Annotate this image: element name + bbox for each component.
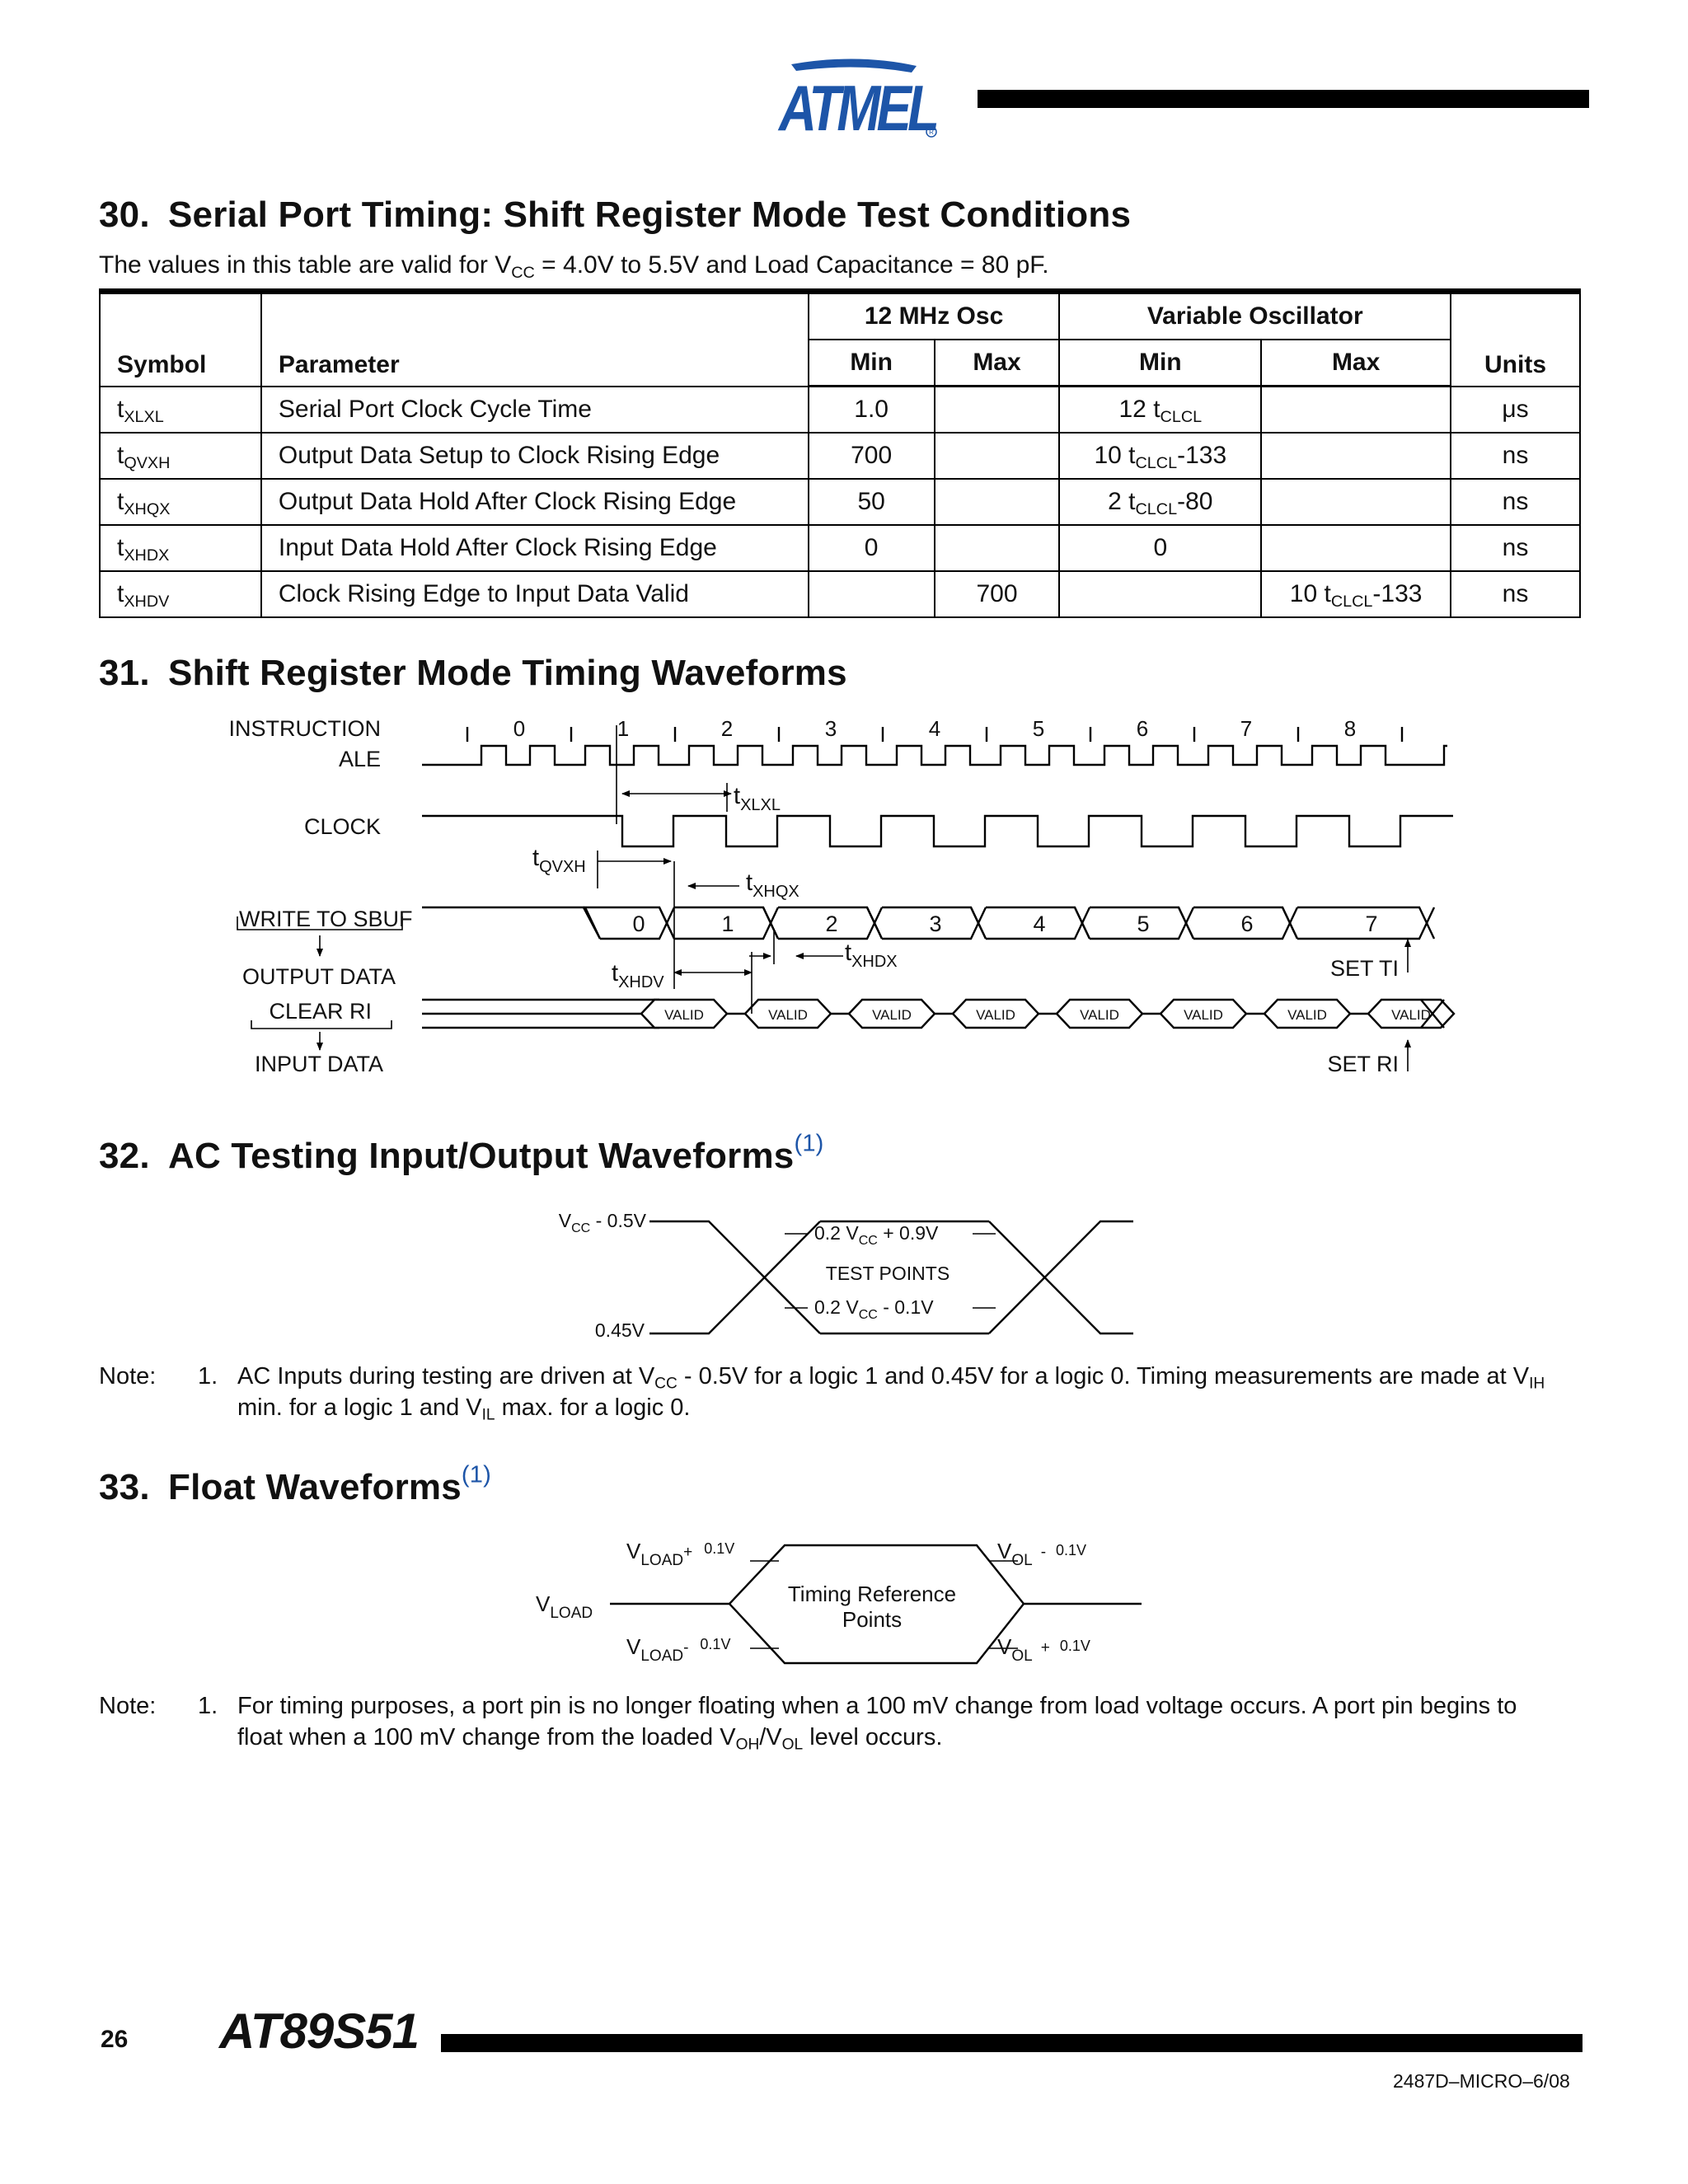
section-33-heading: 33. Float Waveforms$^{(1)}$ xyxy=(99,1461,491,1507)
output-bit-number: 6 xyxy=(1240,912,1254,936)
product-name: AT89S51 xyxy=(219,2004,420,2059)
output-bit-number: 4 xyxy=(1033,912,1046,936)
col-parameter: Parameter xyxy=(261,292,809,387)
valid-label: VALID xyxy=(1080,1007,1119,1023)
instruction-number: 8 xyxy=(1343,716,1357,741)
instruction-number: 6 xyxy=(1136,716,1149,741)
label-txhdx: $t_{XHDX}$ xyxy=(845,940,898,971)
instruction-number: 0 xyxy=(513,716,526,741)
float-vload-plus: $V_{LOAD}^+$ 0.1V xyxy=(626,1539,735,1569)
doc-id: 2487D–MICRO–6/08 xyxy=(1393,2070,1570,2092)
col-min-12: Min xyxy=(809,340,935,387)
label-ale: ALE xyxy=(338,747,381,771)
output-data-bus xyxy=(422,907,1434,939)
svg-text:R: R xyxy=(929,129,934,136)
table-row: $t_{XHDV}$ Clock Rising Edge to Input Data Valid 700 10 $t_{CLCL}-133$ ns xyxy=(100,571,1580,617)
instruction-number: 1 xyxy=(617,716,630,741)
instruction-number: 3 xyxy=(824,716,837,741)
label-txhqx: $t_{XHQX}$ xyxy=(746,869,799,901)
label-tqvxh: $t_{QVXH}$ xyxy=(532,845,586,876)
float-vol-plus: $V_{OL}$ + 0.1V xyxy=(997,1634,1090,1665)
ac-vcc-label: $V_{CC} - 0.5V$ xyxy=(558,1210,646,1235)
instruction-number: 2 xyxy=(720,716,734,741)
valid-label: VALID xyxy=(1184,1007,1223,1023)
float-vol-minus: $V_{OL}$ - 0.1V xyxy=(997,1539,1087,1569)
output-bit-number: 5 xyxy=(1137,912,1150,936)
table-row: $t_{XLXL}$ Serial Port Clock Cycle Time 1.0 12 $t_{CLCL}$ μs xyxy=(100,387,1580,434)
table-row: $t_{XHQX}$ Output Data Hold After Clock Rising Edge 50 2 $t_{CLCL}-80$ ns xyxy=(100,479,1580,525)
label-write-to-sbuf: WRITE TO SBUF xyxy=(239,907,413,931)
ale-waveform xyxy=(422,746,1447,765)
label-txlxl: $t_{XLXL}$ xyxy=(734,783,781,814)
float-vload-minus: $V_{LOAD}^-$ 0.1V xyxy=(626,1634,731,1665)
bus-line xyxy=(422,907,600,939)
col-max-12: Max xyxy=(935,340,1060,387)
table-row: $t_{QVXH}$ Output Data Setup to Clock Rising Edge 700 10 $t_{CLCL}-133$ ns xyxy=(100,433,1580,479)
table-row: $t_{XHDX}$ Input Data Hold After Clock Rising Edge 0 0 ns xyxy=(100,525,1580,571)
ac-low-label: 0.45V xyxy=(594,1319,645,1341)
col-group-variable: Variable Oscillator xyxy=(1059,292,1451,340)
logo-text: ATMEL xyxy=(777,72,937,140)
valid-label: VALID xyxy=(1287,1007,1327,1023)
valid-label: VALID xyxy=(768,1007,808,1023)
ac-testing-waveform xyxy=(528,1203,1154,1352)
col-min-var: Min xyxy=(1059,340,1261,387)
instruction-number: 4 xyxy=(928,716,941,741)
output-bit-number: 7 xyxy=(1365,912,1378,936)
ac-upper-test-level: 0.2 $V_{CC} + 0.9V$ xyxy=(814,1222,939,1248)
col-max-var: Max xyxy=(1261,340,1451,387)
output-bit-number: 1 xyxy=(721,912,734,936)
label-instruction: INSTRUCTION xyxy=(228,716,381,741)
float-vload-label: $V_{LOAD}$ xyxy=(536,1591,593,1622)
output-bit-number: 0 xyxy=(632,912,645,936)
section-31-heading: 31. Shift Register Mode Timing Waveforms xyxy=(99,653,847,693)
valid-label: VALID xyxy=(872,1007,912,1023)
float-waveform xyxy=(528,1533,1154,1681)
label-clear-ri: CLEAR RI xyxy=(269,999,372,1024)
valid-label: VALID xyxy=(664,1007,704,1023)
float-timing-reference: Timing Reference xyxy=(787,1582,957,1606)
label-set-ri: SET RI xyxy=(1327,1052,1399,1076)
ac-lower-test-level: 0.2 $V_{CC} - 0.1V$ xyxy=(814,1296,934,1322)
label-txhdv: $t_{XHDV}$ xyxy=(612,960,664,991)
clock-waveform xyxy=(422,816,1453,846)
col-units: Units xyxy=(1451,292,1580,387)
output-bit-number: 3 xyxy=(929,912,942,936)
label-output-data: OUTPUT DATA xyxy=(241,964,396,989)
footer-rule xyxy=(441,2034,1582,2052)
section-30-heading: 30. Serial Port Timing: Shift Register Mode Test Conditions xyxy=(99,194,1132,235)
instruction-number: 5 xyxy=(1032,716,1045,741)
ac-test-points: TEST POINTS xyxy=(825,1263,950,1284)
col-group-12mhz: 12 MHz Osc xyxy=(809,292,1060,340)
instruction-number: 7 xyxy=(1240,716,1253,741)
section-30-intro: The values in this table are valid for $V_{CC} = 4.0V$ to 5.5V and Load Capacitance = 80 pF. xyxy=(99,251,1049,282)
label-set-ti: SET TI xyxy=(1329,956,1399,981)
float-points: Points xyxy=(842,1607,903,1632)
bus-segment xyxy=(585,907,600,939)
valid-label: VALID xyxy=(1391,1007,1431,1023)
label-input-data: INPUT DATA xyxy=(254,1052,383,1076)
page-number: 26 xyxy=(101,2026,129,2053)
output-bit-number: 2 xyxy=(825,912,838,936)
col-symbol: Symbol xyxy=(100,292,261,387)
valid-label: VALID xyxy=(976,1007,1015,1023)
section-32-heading: 32. AC Testing Input/Output Waveforms$^{(1)}$ xyxy=(99,1130,824,1176)
label-clock: CLOCK xyxy=(303,814,381,839)
